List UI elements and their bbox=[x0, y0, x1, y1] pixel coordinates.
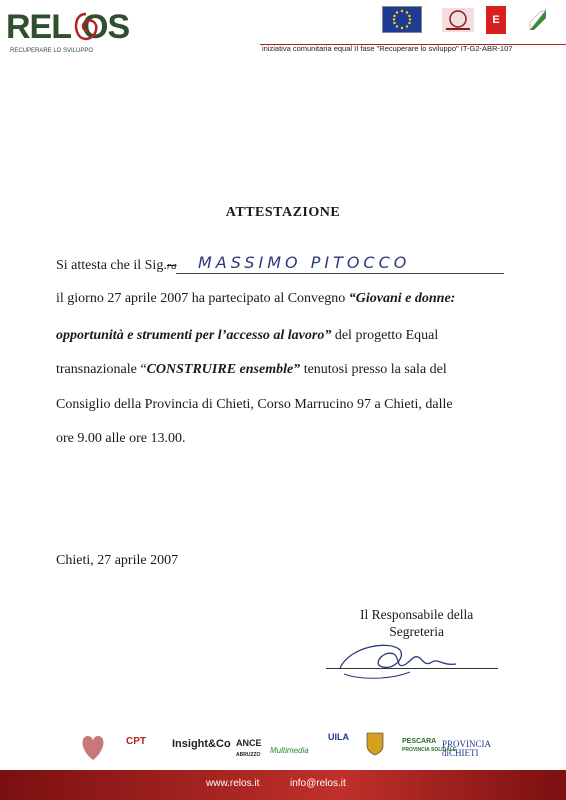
footer-bar bbox=[0, 770, 566, 800]
attestation-line-3: opportunità e strumenti per l’accesso al lavoro” del progetto Equal bbox=[56, 328, 439, 343]
responsible-office: Segreteria bbox=[389, 624, 444, 639]
footer-email: info@relos.it bbox=[290, 778, 346, 789]
sponsor-insight: Insight&Co bbox=[172, 738, 231, 750]
footer-website: www.relos.it bbox=[206, 778, 260, 789]
program-caption: iniziativa comunitaria equal II fase "Recuperare lo sviluppo" IT-G2-ABR-107 bbox=[262, 44, 513, 53]
logo-subtitle: RECUPERARE LO SVILUPPO bbox=[10, 48, 94, 54]
sponsor-uila: UILA bbox=[328, 732, 349, 742]
responsible-title: Il Responsabile della bbox=[360, 607, 474, 622]
attestation-line-4: transnazionale “CONSTRUIRE ensemble” tenutosi presso la sala del bbox=[56, 362, 447, 377]
attestation-line-6: ore 9.00 alle ore 13.00. bbox=[56, 431, 186, 446]
sponsor-pescara: PESCARA PROVINCIA SOLIDALE bbox=[402, 738, 457, 753]
sponsor-multimedia: Multimedia bbox=[270, 746, 309, 755]
attestation-line-5: Consiglio della Provincia di Chieti, Corso Marrucino 97 a Chieti, dalle bbox=[56, 397, 453, 412]
sponsor-cpt: CPT bbox=[126, 736, 146, 747]
sponsor-provincia-chieti: PROVINCIA diCHIETI bbox=[442, 739, 492, 758]
responsible-block bbox=[360, 606, 473, 640]
document-title: ATTESTAZIONE bbox=[225, 205, 341, 220]
attestation-line-1: Si attesta che il Sig.ra bbox=[56, 258, 177, 273]
relos-logo bbox=[6, 8, 146, 56]
provincia-pescara-crest-icon bbox=[366, 732, 384, 756]
logo-swirl-icon bbox=[72, 10, 100, 44]
attestation-line-2: il giorno 27 aprile 2007 ha partecipato al Convegno “Giovani e donne: bbox=[56, 291, 456, 306]
sponsor-logos bbox=[70, 728, 510, 768]
sponsor-heart-logo-icon bbox=[78, 730, 108, 764]
partner-flags bbox=[382, 6, 552, 34]
handwritten-name: MASSIMO PITOCCO bbox=[198, 253, 411, 272]
letterhead bbox=[0, 0, 566, 60]
name-fill-line bbox=[176, 273, 504, 274]
handwritten-signature bbox=[330, 636, 470, 686]
sponsor-ance: ANCE ABRUZZO bbox=[236, 738, 262, 758]
italian-republic-emblem-icon bbox=[442, 8, 474, 32]
eu-flag-icon bbox=[382, 6, 422, 33]
abruzzo-region-icon bbox=[528, 8, 548, 32]
equal-e-icon: E bbox=[486, 6, 506, 34]
date-place: Chieti, 27 aprile 2007 bbox=[56, 553, 179, 568]
logo-wordmark: REL OS bbox=[6, 8, 130, 46]
signature-line bbox=[326, 668, 498, 669]
